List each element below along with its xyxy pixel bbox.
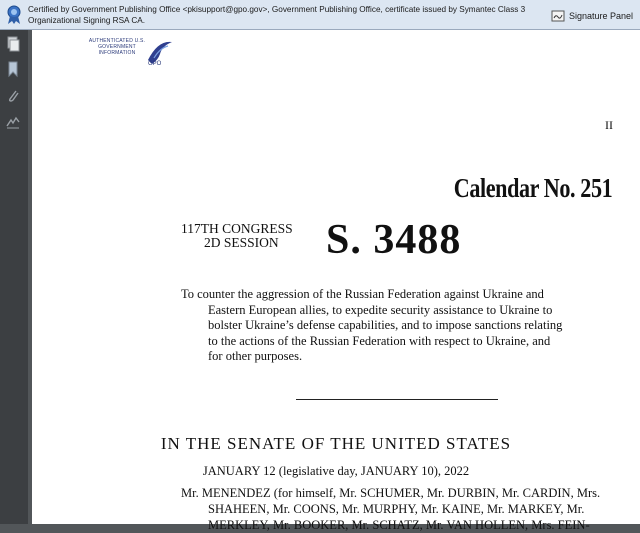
congress-label: 117TH CONGRESS	[181, 221, 293, 236]
version-numeral: II	[605, 118, 613, 132]
purpose-line: to the actions of the Russian Federation with respect to Ukraine, and	[208, 333, 551, 348]
attachments-icon[interactable]	[5, 88, 21, 104]
date-line: JANUARY 12 (legislative day, JANUARY 10), 2022	[202, 464, 470, 478]
purpose-line: To counter the aggression of the Russian Federation against Ukraine and	[181, 287, 544, 301]
sponsors-line: MERKLEY, Mr. BOOKER, Mr. SCHATZ, Mr. VAN HOLLEN, Mrs. FEIN-	[208, 517, 590, 532]
pages-icon[interactable]	[5, 36, 21, 52]
navigation-sidebar	[0, 30, 28, 524]
section-divider	[296, 399, 498, 400]
senate-heading: IN THE SENATE OF THE UNITED STATES	[160, 434, 512, 453]
signature-panel-icon	[551, 9, 565, 23]
sponsors-line: Mr. MENENDEZ (for himself, Mr. SCHUMER, Mr. DURBIN, Mr. CARDIN, Mrs.	[181, 486, 601, 500]
bill-purpose	[181, 287, 615, 365]
calendar-number: Calendar No. 251	[453, 173, 612, 203]
sponsors-line: SHAHEEN, Mr. COONS, Mr. MURPHY, Mr. KAINE, Mr. MARKEY, Mr.	[208, 501, 585, 516]
bill-number: S. 3488	[326, 217, 462, 263]
signatures-icon[interactable]	[5, 114, 21, 130]
signature-panel-label: Signature Panel	[568, 11, 633, 21]
purpose-line: bolster Ukraine’s defense capabilities, and to impose sanctions relating	[208, 318, 563, 333]
sponsors-paragraph	[181, 486, 615, 533]
gpo-authentication-logo	[86, 38, 176, 74]
certificate-ribbon-icon	[6, 5, 22, 25]
logo-text: AUTHENTICATED U.S. GOVERNMENT INFORMATION	[88, 38, 146, 56]
purpose-line: Eastern European allies, to expedite security assistance to Ukraine to	[208, 302, 553, 317]
document-page	[32, 30, 640, 532]
session-label: 2D SESSION	[204, 235, 279, 250]
signature-panel-button[interactable]	[546, 5, 638, 27]
bookmarks-icon[interactable]	[5, 61, 21, 77]
certificate-bar	[0, 0, 640, 30]
logo-gpo: GPO	[148, 61, 162, 67]
certificate-message: Certified by Government Publishing Office <pkisupport@gpo.gov>, Government Publishing Office, certificate issued by Symantec Class 3 Organizational Signing RSA CA.	[28, 5, 526, 25]
purpose-line: for other purposes.	[208, 349, 303, 364]
